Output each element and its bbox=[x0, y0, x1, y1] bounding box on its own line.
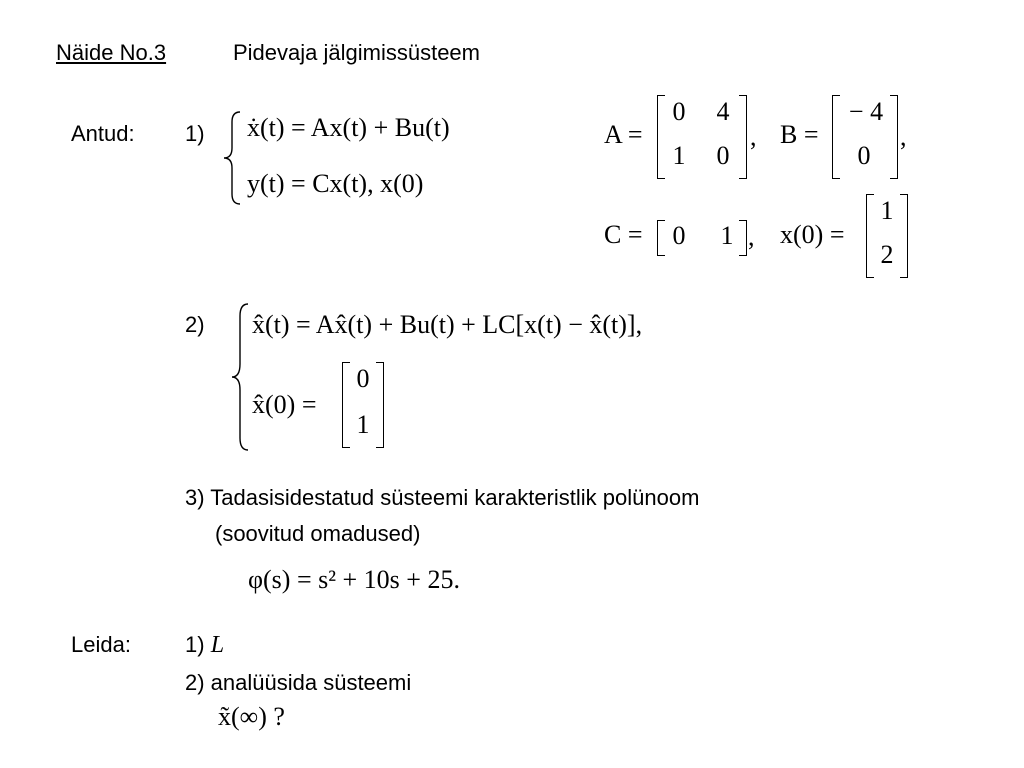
steady-state-error: x̃(∞) ? bbox=[218, 702, 285, 731]
initial-state-cell: 1 bbox=[880, 196, 894, 225]
matrix-a-cell: 0 bbox=[672, 97, 686, 126]
matrix-a-cell: 0 bbox=[716, 141, 730, 170]
matrix-a-cell: 1 bbox=[672, 141, 686, 170]
matrix-a-cell: 4 bbox=[716, 97, 730, 126]
item-3-line-1: 3) Tadasisidestatud süsteemi karakteristlik polünoom bbox=[185, 485, 700, 510]
page-title: Pidevaja jälgimissüsteem bbox=[233, 40, 480, 65]
matrix-b bbox=[832, 95, 898, 179]
matrix-b-label: B = bbox=[780, 120, 819, 149]
initial-state-label: x(0) = bbox=[780, 220, 845, 249]
system-1-brace bbox=[222, 110, 244, 206]
observer-initial-cell: 0 bbox=[356, 364, 370, 393]
comma: , bbox=[748, 222, 755, 251]
find-item-1 bbox=[185, 632, 224, 659]
initial-state-cell: 2 bbox=[880, 240, 894, 269]
state-equation: ẋ(t) = Ax(t) + Bu(t) bbox=[247, 113, 450, 142]
find-item-1-variable: L bbox=[210, 632, 225, 658]
observer-equation: x̂(t) = Ax̂(t) + Bu(t) + LC[x(t) − x̂(t)], bbox=[252, 310, 643, 339]
find-item-1-number: 1) bbox=[185, 632, 205, 657]
item-2-number: 2) bbox=[185, 312, 205, 337]
characteristic-polynomial: φ(s) = s² + 10s + 25. bbox=[248, 565, 460, 594]
matrix-a bbox=[657, 95, 747, 179]
matrix-b-cell: − 4 bbox=[848, 97, 884, 126]
comma: , bbox=[750, 122, 757, 151]
matrix-c bbox=[657, 220, 747, 256]
given-label: Antud: bbox=[71, 121, 135, 146]
matrix-c-label: C = bbox=[604, 220, 643, 249]
observer-initial-cell: 1 bbox=[356, 410, 370, 439]
output-equation: y(t) = Cx(t), x(0) bbox=[247, 169, 424, 198]
example-label: Näide No.3 bbox=[56, 40, 167, 65]
matrix-c-cell: 0 bbox=[672, 221, 686, 250]
find-item-2: 2) analüüsida süsteemi bbox=[185, 670, 412, 695]
system-2-brace bbox=[230, 302, 252, 452]
matrix-c-cell: 1 bbox=[720, 221, 734, 250]
matrix-b-cell: 0 bbox=[857, 141, 871, 170]
observer-initial-label: x̂(0) = bbox=[252, 390, 317, 419]
observer-initial-vector bbox=[342, 362, 384, 448]
find-label: Leida: bbox=[71, 632, 131, 657]
comma: , bbox=[900, 122, 907, 151]
initial-state-vector bbox=[866, 194, 908, 278]
item-1-number: 1) bbox=[185, 121, 205, 146]
item-3-line-2: (soovitud omadused) bbox=[215, 521, 421, 546]
matrix-a-label: A = bbox=[604, 120, 643, 149]
